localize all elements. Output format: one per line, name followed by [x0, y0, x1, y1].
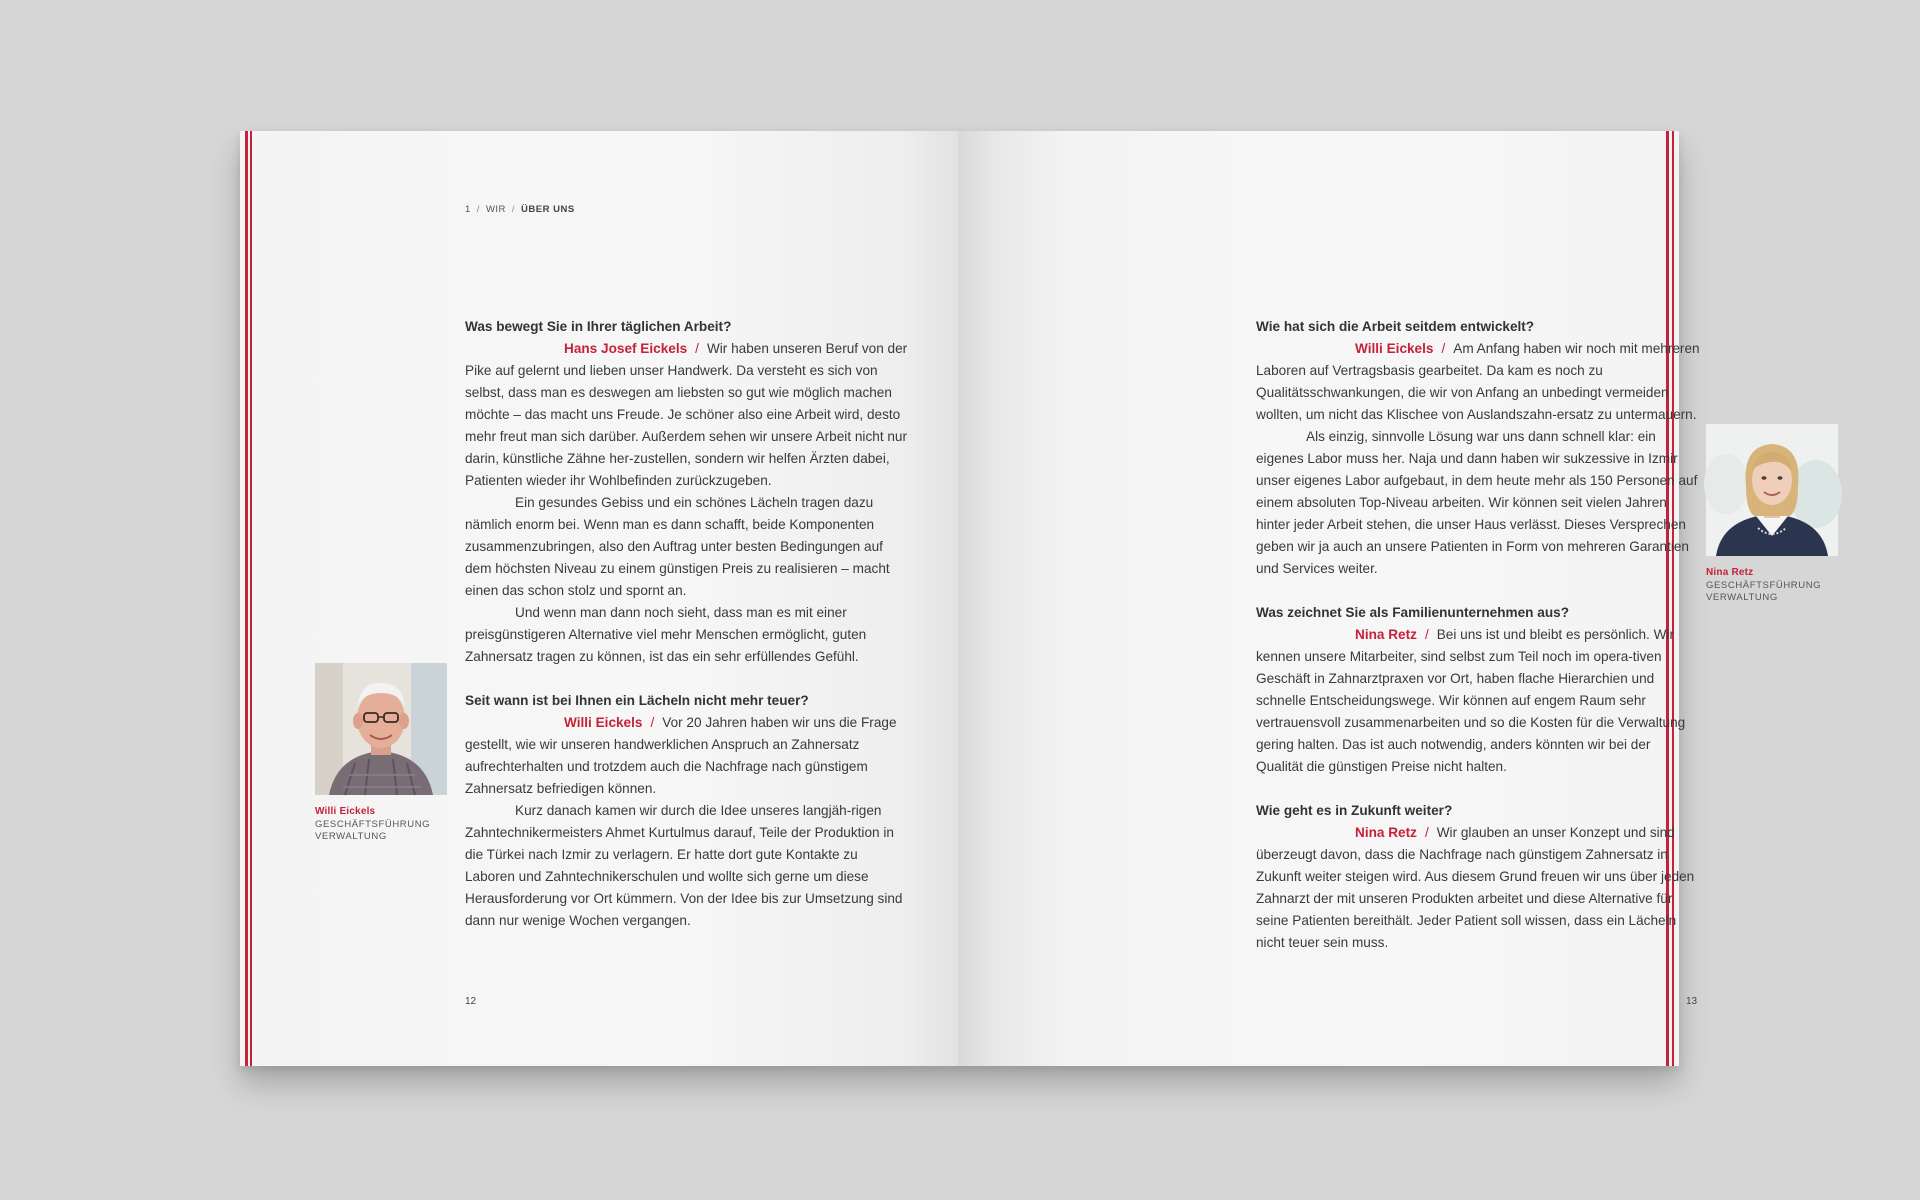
portrait-photo-icon — [315, 663, 447, 795]
breadcrumb — [465, 204, 575, 215]
speaker-name: Willi Eickels — [564, 715, 643, 730]
breadcrumb-current: ÜBER UNS — [521, 204, 575, 215]
answer-paragraph: Nina Retz / Wir glauben an unser Konzept und sind überzeugt davon, dass die Nachfrage nach günstigem Zahnersatz in Zukunft weiter steigen wird. Aus diesem Grund freuen wir uns über jeden Zahnarzt der mit unseren Produkten arbeitet und diese Alternative für seine Patienten bereithält. Jeder Patient soll wissen, dass ein Lächeln nicht teuer sein muss. — [1256, 825, 1695, 950]
right-text-column — [1256, 316, 1701, 954]
question-heading: Wie hat sich die Arbeit seitdem entwickelt? — [1256, 319, 1535, 334]
answer-paragraph — [1256, 426, 1701, 580]
question-heading: Was bewegt Sie in Ihrer täglichen Arbeit? — [465, 319, 732, 334]
brochure-spread — [240, 131, 1822, 1066]
answer-paragraph: Hans Josef Eickels / Wir haben unseren Beruf von der Pike auf gelernt und lieben unser Handwerk. Da versteht es sich von selbst, dass man es deswegen am liebsten so gut wie möglich machen möchte – das macht uns Freude. Je schöner also eine Arbeit wird, desto mehr freut man sich darüber. Außerdem sehen wir unsere Arbeit nicht nur darin, künstliche Zähne her-zustellen, sondern wir helfen Ärzten dabei, Patienten wieder ihr Wohlbefinden zurückzugeben. — [465, 341, 908, 488]
question-heading: Wie geht es in Zukunft weiter? — [1256, 803, 1453, 818]
portrait-role: GESCHÄFTSFÜHRUNG — [1706, 579, 1822, 591]
answer-text: Wir haben unseren Beruf von der Pike auf gelernt und lieben unser Handwerk. Da versteht es sich von selbst, dass man es deswegen am liebsten so gut wie möglich machen möchte – das macht uns Freude. Je schöner also eine Arbeit wird, desto mehr freut man sich darüber. Außerdem sehen wir unsere Arbeit nicht nur darin, künstliche Zähne her-zustellen, sondern wir helfen Ärzten dabei, Patienten wieder ihr Wohlbefinden zurückzugeben. — [465, 341, 908, 488]
portrait-photo-icon — [1706, 424, 1838, 556]
breadcrumb-number: 1 — [465, 204, 471, 215]
portrait-willi-eickels — [315, 663, 447, 795]
portrait-name: Nina Retz — [1706, 567, 1754, 578]
answer-paragraph — [465, 492, 910, 602]
left-edge-stripes — [240, 131, 254, 1066]
answer-text: Am Anfang haben wir noch mit mehreren Laboren auf Vertragsbasis gearbeitet. Da kam es noch zu Qualitätsschwankungen, die wir von Anfang an unbedingt vermeiden wollten, um nicht das Klischee von Auslandszahn-ersatz zu untermauern. — [1256, 341, 1700, 422]
answer-paragraph — [465, 800, 910, 932]
portrait-caption — [315, 806, 430, 844]
breadcrumb-separator: / — [476, 204, 480, 215]
answer-text: Bei uns ist und bleibt es persönlich. Wir kennen unsere Mitarbeiter, sind selbst zum Teil noch im opera-tiven Geschäft in Zahnarztpraxen vor Ort, haben flache Hierarchien und schnelle Entscheidungswege. Wir können auf engem Raum sehr vertrauensvoll zusammenarbeiten und so die Kosten für die Verwaltung gering halten. Das ist auch notwendig, anders könnten wir bei der Qualität die günstigen Preise nicht halten. — [1256, 627, 1686, 774]
portrait-department: VERWALTUNG — [1706, 592, 1778, 603]
answer-paragraph: Willi Eickels / Vor 20 Jahren haben wir uns die Frage gestellt, wie wir unseren handwerklichen Anspruch an Zahnersatz aufrechterhalten und trotzdem auch die Nachfrage nach günstigem Zahnersatz befriedigen können. — [465, 715, 897, 796]
answer-paragraph: Willi Eickels / Am Anfang haben wir noch mit mehreren Laboren auf Vertragsbasis gearbeitet. Da kam es noch zu Qualitätsschwankungen, die wir von Anfang an unbedingt vermeiden wollten, um nicht das Klischee von Auslandszahn-ersatz zu untermauern. — [1256, 341, 1700, 422]
right-page — [958, 131, 1822, 1066]
portrait-caption — [1706, 567, 1821, 605]
answer-text: Wir glauben an unser Konzept und sind überzeugt davon, dass die Nachfrage nach günstigem Zahnersatz in Zukunft weiter steigen wird. Aus diesem Grund freuen wir uns über jeden Zahnarzt der mit unseren Produkten arbeitet und diese Alternative für seine Patienten bereithält. Jeder Patient soll wissen, dass ein Lächeln nicht teuer sein muss. — [1256, 825, 1695, 950]
breadcrumb-section: WIR — [485, 204, 506, 215]
answer-text: Und wenn man dann noch sieht, dass man es mit einer preisgünstigeren Alternative viel mehr Menschen ermöglicht, guten Zahnersatz tragen zu können, ist das ein sehr erfüllendes Gefühl. — [465, 605, 867, 664]
question-heading: Was zeichnet Sie als Familienunternehmen aus? — [1256, 605, 1569, 620]
answer-text: Kurz danach kamen wir durch die Idee unseres langjäh-rigen Zahntechnikermeisters Ahmet Kurtulmus darauf, Teile der Produktion in die Türkei nach Izmir zu verlagern. Er hatte dort gute Kontakte zu Laboren und Zahntechnikerschulen und wollte sich gerne um diese Herausforderung vor Ort kümmern. Von der Idee bis zur Umsetzung sind dann nur wenige Wochen vergangen. — [465, 803, 903, 928]
portrait-department: VERWALTUNG — [315, 831, 387, 842]
speaker-name: Nina Retz — [1355, 627, 1417, 642]
left-text-column — [465, 316, 910, 932]
breadcrumb-separator: / — [511, 204, 516, 215]
page-number: 13 — [1686, 996, 1698, 1007]
answer-paragraph: Nina Retz / Bei uns ist und bleibt es persönlich. Wir kennen unsere Mitarbeiter, sind selbst zum Teil noch im opera-tiven Geschäft in Zahnarztpraxen vor Ort, haben flache Hierarchien und schnelle Entscheidungswege. Wir können auf engem Raum sehr vertrauensvoll zusammenarbeiten und so die Kosten für die Verwaltung gering halten. Das ist auch notwendig, anders könnten wir bei der Qualität die günstigen Preise nicht halten. — [1256, 627, 1686, 774]
portrait-name: Willi Eickels — [315, 806, 376, 817]
question-heading: Seit wann ist bei Ihnen ein Lächeln nicht mehr teuer? — [465, 693, 809, 708]
speaker-name: Nina Retz — [1355, 825, 1417, 840]
left-page — [240, 131, 958, 1066]
answer-text: Vor 20 Jahren haben wir uns die Frage gestellt, wie wir unseren handwerklichen Anspruch an Zahnersatz aufrechterhalten und trotzdem auch die Nachfrage nach günstigem Zahnersatz befriedigen können. — [465, 715, 897, 796]
portrait-nina-retz — [1706, 424, 1838, 556]
answer-text: Ein gesundes Gebiss und ein schönes Lächeln tragen dazu nämlich enorm bei. Wenn man es dann schafft, beide Komponenten zusammenzubringen, also den Auftrag unter besten Bedingungen auf dem höchsten Niveau zu einem günstigen Preis zu realisieren – macht einen das schon stolz und spornt an. — [465, 495, 890, 598]
speaker-name: Hans Josef Eickels — [564, 341, 688, 356]
page-number: 12 — [465, 996, 477, 1007]
answer-paragraph — [465, 602, 910, 668]
portrait-role: GESCHÄFTSFÜHRUNG — [315, 818, 431, 830]
speaker-name: Willi Eickels — [1355, 341, 1434, 356]
answer-text: Als einzig, sinnvolle Lösung war uns dann schnell klar: ein eigenes Labor muss her. Naja und dann haben wir sukzessive in Izmir unser eigenes Labor aufgebaut, in dem heute mehr als 150 Personen auf einem absoluten Top-Niveau arbeiten. Wir können seit vielen Jahren hinter jeder Arbeit stehen, die unser Haus verlässt. Dieses Versprechen geben wir ja auch an unsere Patienten in Form von mehreren Garantien und Services weiter. — [1256, 429, 1698, 576]
